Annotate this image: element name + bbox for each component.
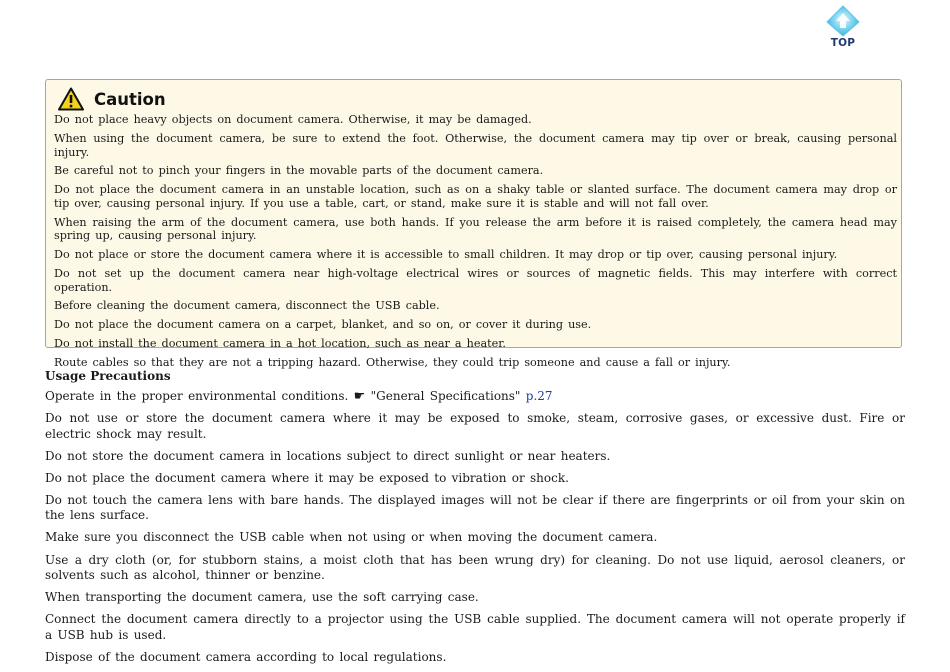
usage-item-text: Operate in the proper environmental conditions. xyxy=(45,389,349,403)
caution-item: Route cables so that they are not a tripping hazard. Otherwise, they could trip someone and cause a fall or injury. xyxy=(54,355,731,369)
usage-list xyxy=(45,389,905,672)
caution-item: Do not place or store the document camera where it is accessible to small children. It may drop or tip over, causing personal injury. xyxy=(54,248,838,262)
warning-triangle-icon xyxy=(58,87,84,111)
up-arrow-icon xyxy=(824,4,862,38)
top-label: TOP xyxy=(830,37,856,49)
caution-item: When raising the arm of the document camera, use both hands. If you release the arm before it is raised completely, the camera head may spring up, causing personal injury. xyxy=(54,215,897,243)
usage-item: Connect the document camera directly to a projector using the USB cable supplied. The document camera will not operate properly if a USB hub is used. xyxy=(45,612,905,642)
usage-heading: Usage Precautions xyxy=(45,369,171,383)
caution-item: Before cleaning the document camera, disconnect the USB cable. xyxy=(54,299,440,313)
caution-header xyxy=(58,86,166,112)
usage-item: Do not place the document camera where it may be exposed to vibration or shock. xyxy=(45,470,569,485)
caution-item: Do not set up the document camera near high-voltage electrical wires or sources of magnetic fields. This may interfere with correct operation. xyxy=(54,266,897,294)
usage-item: Dispose of the document camera according to local regulations. xyxy=(45,649,447,664)
caution-item: Do not place the document camera in an unstable location, such as on a shaky table or slanted surface. The document camera may drop or tip over, causing personal injury. If you use a table, cart, or stand, make sure it is stable and will not fall over. xyxy=(54,183,897,210)
caution-item: Be careful not to pinch your fingers in the movable parts of the document camera. xyxy=(54,164,544,178)
caution-title: Caution xyxy=(94,89,166,109)
usage-item: Do not use or store the document camera where it may be exposed to smoke, steam, corrosive gases, or excessive dust. Fire or electric shock may result. xyxy=(45,411,905,441)
usage-item: Do not store the document camera in locations subject to direct sunlight or near heaters. xyxy=(45,448,611,463)
usage-item: Make sure you disconnect the USB cable when not using or when moving the document camera. xyxy=(45,530,658,545)
page-reference-link[interactable]: p.27 xyxy=(525,389,553,403)
usage-item-environment xyxy=(45,389,905,405)
reference-title: "General Specifications" xyxy=(370,389,521,403)
caution-list xyxy=(54,113,897,375)
caution-item: Do not place the document camera on a carpet, blanket, and so on, or cover it during use. xyxy=(54,318,592,332)
caution-item: When using the document camera, be sure to extend the foot. Otherwise, the document camera may tip over or break, causing personal injury. xyxy=(54,131,897,159)
usage-item: Use a dry cloth (or, for stubborn stains, a moist cloth that has been wrung dry) for cleaning. Do not use liquid, aerosol cleaners, or solvents such as alcohol, thinner or benzine. xyxy=(45,552,905,583)
usage-item: Do not touch the camera lens with bare hands. The displayed images will not be clear if there are fingerprints or oil from your skin on the lens surface. xyxy=(45,492,905,523)
caution-item: Do not place heavy objects on document camera. Otherwise, it may be damaged. xyxy=(54,113,532,126)
top-button[interactable] xyxy=(824,4,862,48)
usage-item: When transporting the document camera, use the soft carrying case. xyxy=(45,590,479,605)
caution-item: Do not install the document camera in a hot location, such as near a heater. xyxy=(54,336,506,350)
pointing-hand-icon: ☛ xyxy=(353,389,366,404)
caution-box xyxy=(45,79,902,369)
